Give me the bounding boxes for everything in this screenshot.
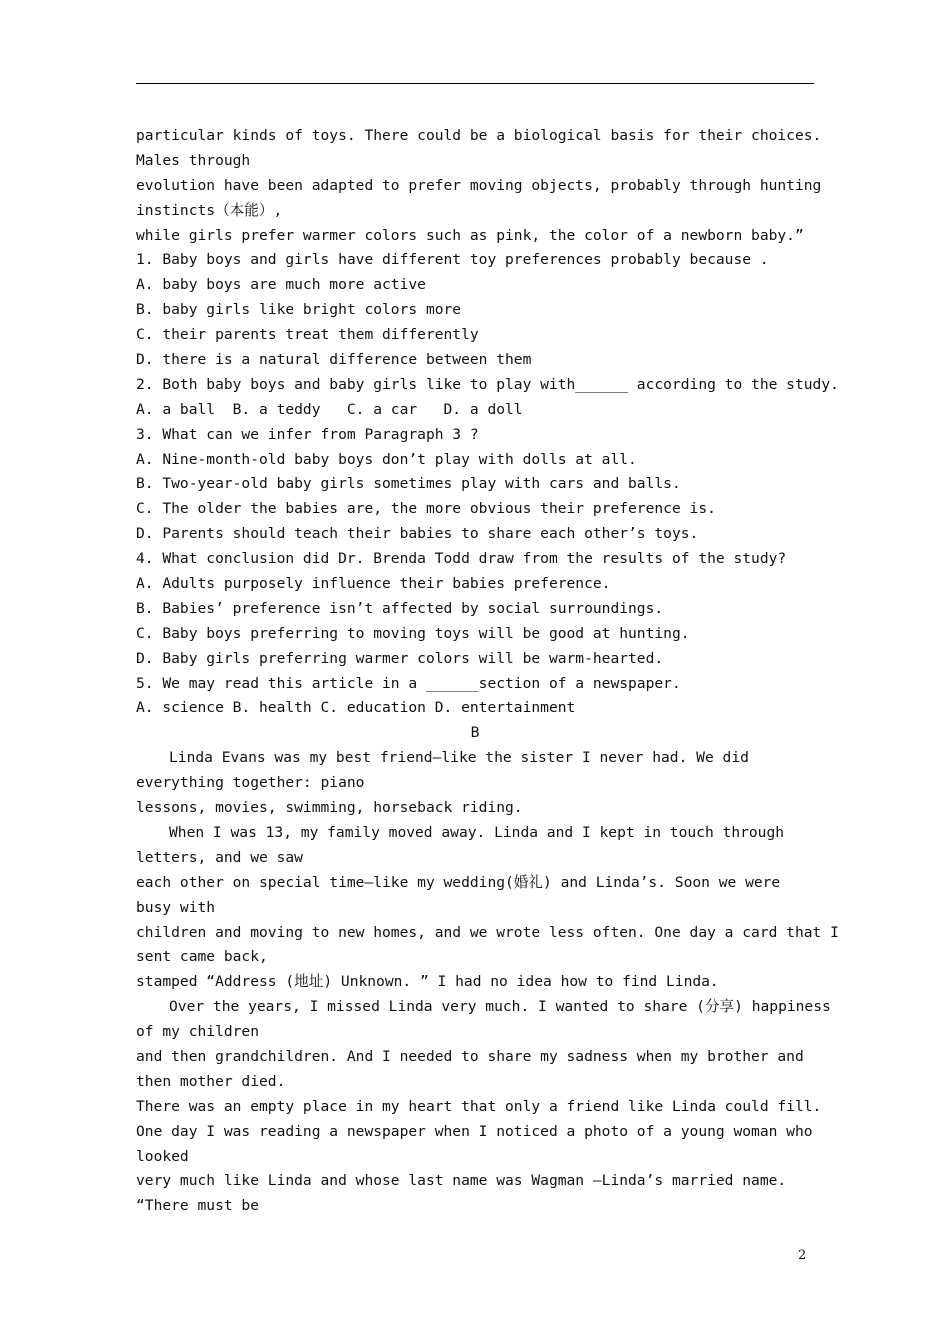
option-line: A. Nine-month-old baby boys don’t play with dolls at all. xyxy=(136,450,637,468)
option-line: C. The older the babies are, the more obvious their preference is. xyxy=(136,500,716,518)
option-line: A. a ball B. a teddy C. a car D. a doll xyxy=(136,400,523,418)
paragraph-line: everything together: piano xyxy=(136,774,365,792)
paragraph-line: children and moving to new homes, and we wrote less often. One day a card that I xyxy=(136,923,839,941)
option-line: B. Babies’ preference isn’t affected by social surroundings. xyxy=(136,599,664,617)
paragraph-line: busy with xyxy=(136,898,216,916)
option-line: A. baby boys are much more active xyxy=(136,276,426,294)
option-line: A. science B. health C. education D. entertainment xyxy=(136,699,576,717)
question-5: 5. We may read this article in a ______section of a newspaper. xyxy=(136,674,681,692)
paragraph-line: of my children xyxy=(136,1023,260,1041)
question-1: 1. Baby boys and girls have different toy preferences probably because . xyxy=(136,251,769,269)
header-rule xyxy=(136,83,814,84)
paragraph-line: When I was 13, my family moved away. Linda and I kept in touch through xyxy=(169,823,785,841)
option-line: B. Two-year-old baby girls sometimes play with cars and balls. xyxy=(136,475,681,493)
paragraph-line: Over the years, I missed Linda very much. I wanted to share (分享) happiness xyxy=(169,998,831,1016)
paragraph-line: looked xyxy=(136,1147,189,1165)
option-line: C. their parents treat them differently xyxy=(136,326,479,344)
text-line: instincts（本能）, xyxy=(136,201,283,219)
text-line: while girls prefer warmer colors such as pink, the color of a newborn baby.” xyxy=(136,226,804,244)
paragraph-line: each other on special time—like my wedding(婚礼) and Linda’s. Soon we were xyxy=(136,873,781,891)
paragraph-line: One day I was reading a newspaper when I noticed a photo of a young woman who xyxy=(136,1122,813,1140)
paragraph-line: sent came back, xyxy=(136,948,268,966)
section-heading: B xyxy=(470,724,480,742)
question-2: 2. Both baby boys and baby girls like to play with______ according to the study. xyxy=(136,375,839,393)
text-line: particular kinds of toys. There could be a biological basis for their choices. xyxy=(136,127,822,144)
text-line: Males through xyxy=(136,151,251,169)
option-line: D. there is a natural difference between them xyxy=(136,351,532,369)
paragraph-line: Linda Evans was my best friend—like the sister I never had. We did xyxy=(169,749,749,767)
paragraph-line: and then grandchildren. And I needed to share my sadness when my brother and xyxy=(136,1047,804,1065)
paragraph-line: lessons, movies, swimming, horseback riding. xyxy=(136,799,523,817)
question-3: 3. What can we infer from Paragraph 3 ? xyxy=(136,425,479,443)
option-line: C. Baby boys preferring to moving toys will be good at hunting. xyxy=(136,624,690,642)
paragraph-line: then mother died. xyxy=(136,1072,286,1090)
body-text xyxy=(136,124,839,1219)
paragraph-line: There was an empty place in my heart that only a friend like Linda could fill. xyxy=(136,1097,822,1115)
option-line: D. Baby girls preferring warmer colors will be warm-hearted. xyxy=(136,649,664,667)
question-4: 4. What conclusion did Dr. Brenda Todd draw from the results of the study? xyxy=(136,550,787,568)
option-line: D. Parents should teach their babies to share each other’s toys. xyxy=(136,525,699,543)
paragraph-line: very much like Linda and whose last name was Wagman —Linda’s married name. xyxy=(136,1172,787,1190)
paragraph-line: stamped “Address (地址) Unknown. ” I had no idea how to find Linda. xyxy=(136,973,719,991)
page-number: 2 xyxy=(798,1248,807,1263)
paragraph-line: “There must be xyxy=(136,1197,260,1215)
text-line: evolution have been adapted to prefer moving objects, probably through hunting xyxy=(136,176,822,194)
paragraph-line: letters, and we saw xyxy=(136,848,303,866)
option-line: A. Adults purposely influence their babies preference. xyxy=(136,575,611,593)
option-line: B. baby girls like bright colors more xyxy=(136,301,462,319)
